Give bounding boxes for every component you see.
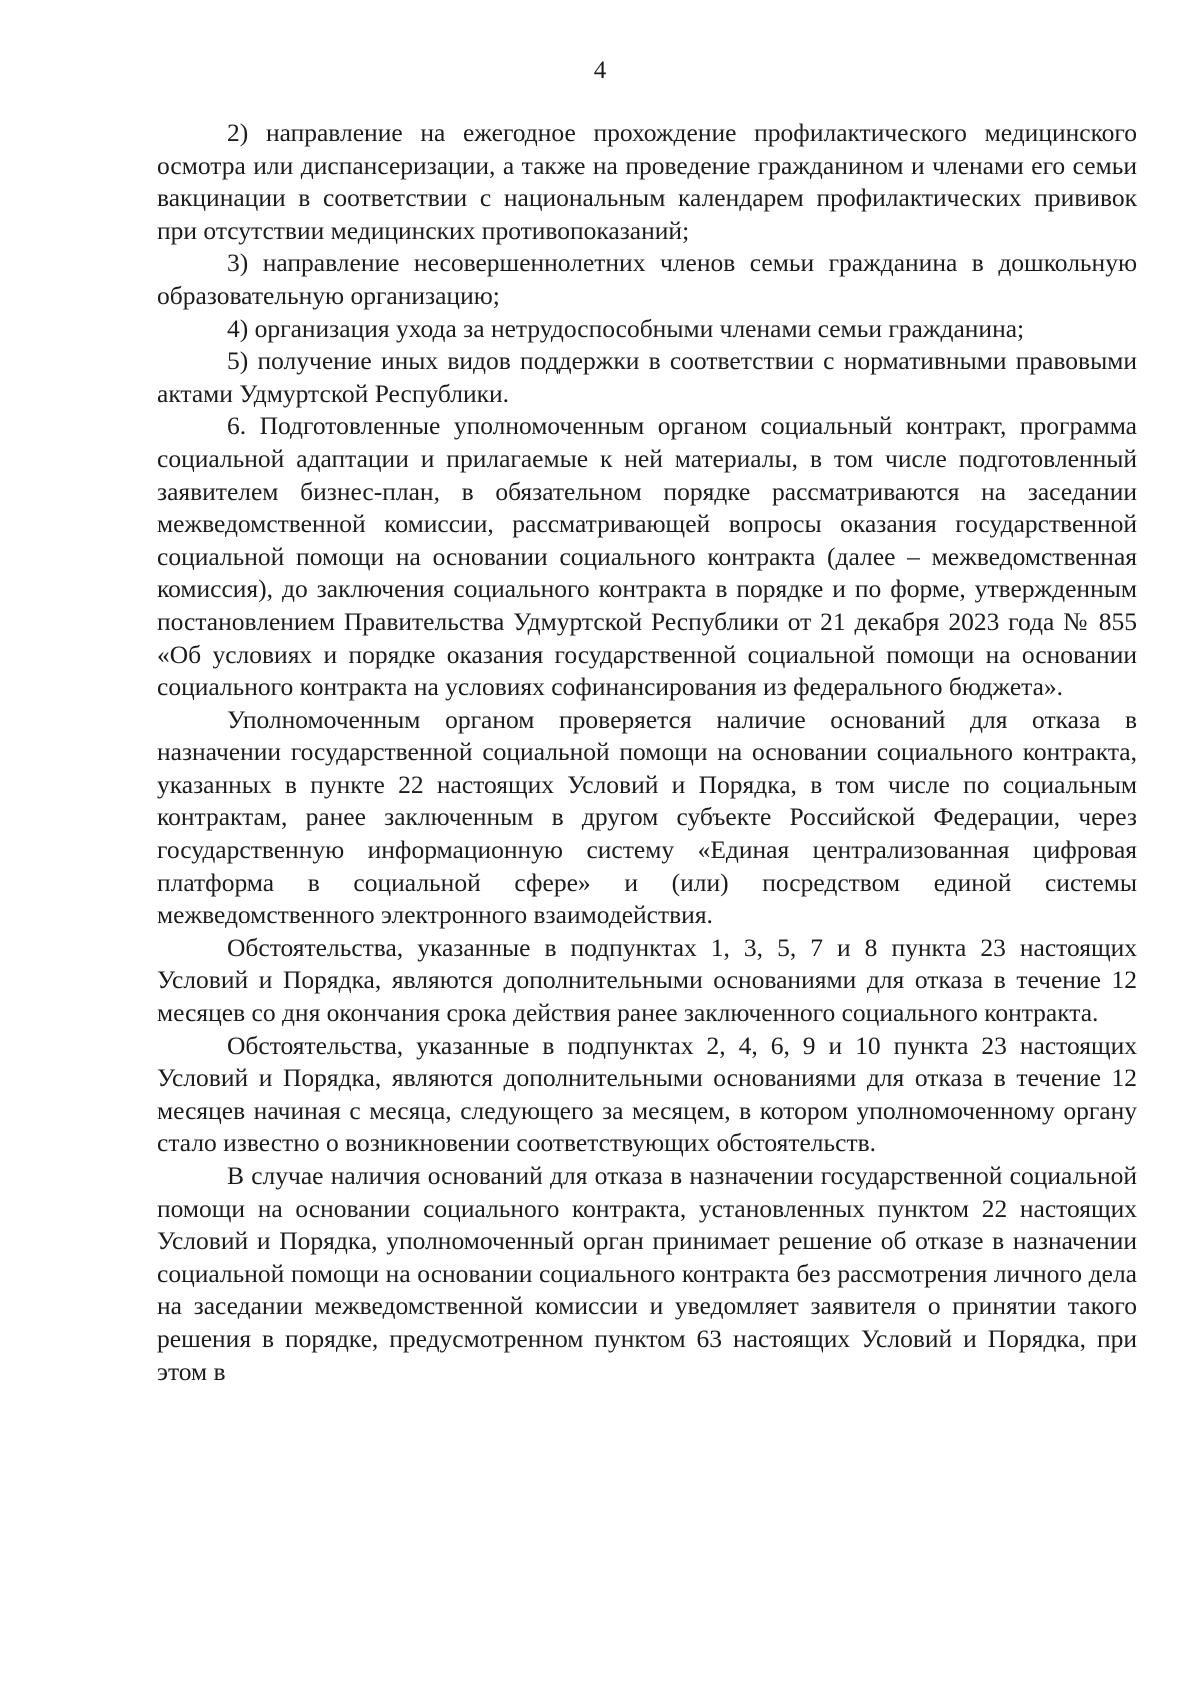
paragraph-item-2: 2) направление на ежегодное прохождение профилактического медицинского осмотра или диспансеризации, а также на проведение гражданином и членами его семьи вакцинации в соответствии с национальным календарем профилактических прививок при отсутствии медицинских противопоказаний; [157,118,1137,245]
paragraph-refusal-check: Уполномоченным органом проверяется наличие оснований для отказа в назначении государственной социальной помощи на основании социального контракта, указанных в пункте 22 настоящих Условий и Порядка, в том числе по социальным контрактам, ранее заключенным в другом субъекте Российской Федерации, через государственную информационную систему «Единая централизованная цифровая платформа в социальной сфере» и (или) посредством единой системы межведомственного электронного взаимодействия. [157,704,1137,930]
paragraph-additional-grounds-2: Обстоятельства, указанные в подпунктах 2, 4, 6, 9 и 10 пункта 23 настоящих Условий и Порядка, являются дополнительными основаниями для отказа в течение 12 месяцев начиная с месяца, следующего за месяцем, в котором уполномоченному органу стало известно о возникновении соответствующих обстоятельств. [157,1030,1137,1158]
paragraph-refusal-decision: В случае наличия оснований для отказа в назначении государственной социальной помощи на основании социального контракта, установленных пунктом 22 настоящих Условий и Порядка, уполномоченный орган принимает решение об отказе в назначении социальной помощи на основании социального контракта без рассмотрения личного дела на заседании межведомственной комиссии и уведомляет заявителя о принятии такого решения в порядке, предусмотренном пунктом 63 настоящих Условий и Порядка, при этом в [157,1161,1137,1386]
paragraph-item-3: 3) направление несовершеннолетних членов семьи гражданина в дошкольную образовательную организацию; [157,248,1137,310]
paragraph-item-4: 4) организация ухода за нетрудоспособными членами семьи гражданина; [227,313,1025,343]
paragraph-item-5: 5) получение иных видов поддержки в соответствии с нормативными правовыми актами Удмуртской Республики. [157,346,1137,408]
paragraph-clause-6: 6. Подготовленные уполномоченным органом социальный контракт, программа социальной адаптации и прилагаемые к ней материалы, в том числе подготовленный заявителем бизнес-план, в обязательном порядке рассматриваются на заседании межведомственной комиссии, рассматривающей вопросы оказания государственной социальной помощи на основании социального контракта (далее – межведомственная комиссия), до заключения социального контракта в порядке и по форме, утвержденным постановлением Правительства Удмуртской Республики от 21 декабря 2023 года № 855 «Об условиях и порядке оказания государственной социальной помощи на основании социального контракта на условиях софинансирования из федерального бюджета». [157,411,1137,702]
document-body [157,117,1137,1388]
paragraph-additional-grounds-1: Обстоятельства, указанные в подпунктах 1, 3, 5, 7 и 8 пункта 23 настоящих Условий и Порядка, являются дополнительными основаниями для отказа в течение 12 месяцев со дня окончания срока действия ранее заключенного социального контракта. [157,932,1137,1028]
page-number: 4 [593,57,607,84]
